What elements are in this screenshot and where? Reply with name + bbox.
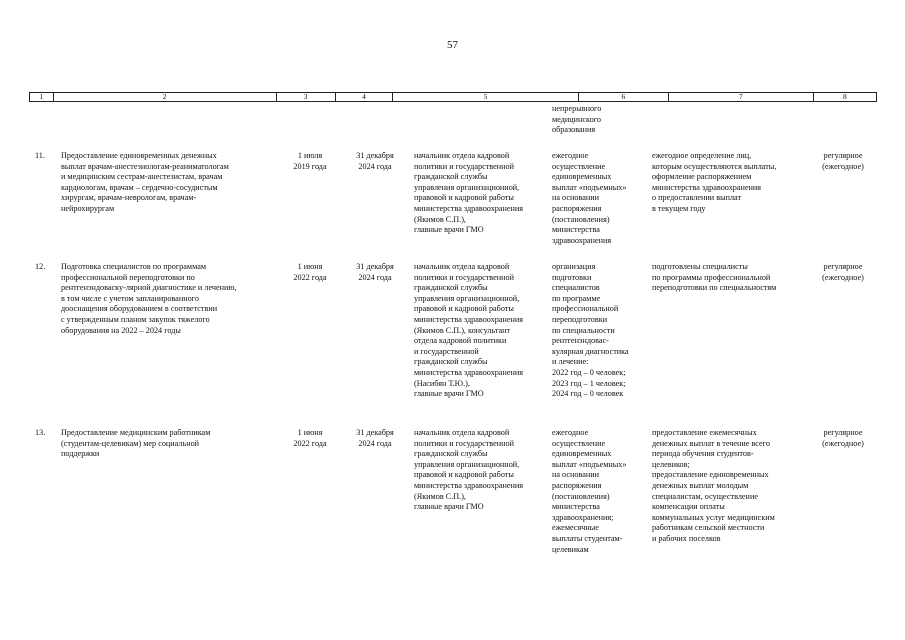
row-11-end-date: 31 декабря 2024 года (356, 151, 394, 171)
row-11-periodicity: регулярное (ежегодное) (822, 151, 864, 171)
row-12-number: 12. (35, 262, 46, 271)
column-header-2: 2 (54, 93, 277, 101)
column-header-1: 1 (30, 93, 54, 101)
row-13-periodicity: регулярное (ежегодное) (822, 428, 864, 448)
column-header-3: 3 (277, 93, 336, 101)
column-header-5: 5 (393, 93, 578, 101)
column-header-7: 7 (669, 93, 814, 101)
row-12-end-date: 31 декабря 2024 года (356, 262, 394, 282)
row-13-end-date: 31 декабря 2024 года (356, 428, 394, 448)
row-13-start-date: 1 июня 2022 года (293, 428, 327, 448)
column-header-4: 4 (336, 93, 394, 101)
row-12-responsible: начальник отдела кадровой политики и государственной гражданской службы управления организационной, правовой и кадровой работы министерства здравоохранения (Якимов С.П.), консультант отдела кадровой политики и государственной гражданской службы министерства здравоохранения (Насибян Т.Ю.), главные врачи ГМО (414, 262, 524, 399)
column-header-8: 8 (842, 92, 847, 101)
row-12-result: организация подготовки специалистов по программе профессиональной переподготовки по специальности рентгенэндовас- кулярная диагностика и лечение: 2022 год – 0 человек; 2023 год – 1 человек; 2024 год – 0 человек (552, 262, 629, 399)
row-13-result: ежегодное осуществление единовременных выплат «подъемных» на основании распоряжения (постановления) министерства здравоохранения; ежемесячные выплаты студентам- целевикам (552, 428, 627, 554)
row-11-responsible: начальник отдела кадровой политики и государственной гражданской службы управления организационной, правовой и кадровой работы министерства здравоохранения (Якимов С.П.), главные врачи ГМО (414, 151, 524, 235)
row-11-result: ежегодное осуществление единовременных выплат «подъемных» на основании распоряжения (постановления) министерства здравоохранения (552, 151, 627, 245)
column-header-row (29, 92, 877, 102)
row-11-measure: Предоставление единовременных денежных выплат врачам-анестезиологам-реаниматологам и медицинским сестрам-анестезистам, врачам кардиологам, врачам – сердечно-сосудистым хирургам, врачам-неврологам, врачам- нейрохирургам (61, 151, 229, 213)
row-12-indicator: подготовлены специалисты по программы профессиональной переподготовки по специальностям (652, 262, 777, 293)
continuation-result-text: непрерывного медицинского образования (552, 104, 602, 135)
page-number: 57 (447, 39, 458, 51)
row-12-start-date: 1 июня 2022 года (293, 262, 327, 282)
row-13-measure: Предоставление медицинским работникам (студентам-целевикам) мер социальной поддержки (61, 428, 211, 459)
row-12-measure: Подготовка специалистов по программам профессиональной переподготовки по рентгенэндоваску-лярной диагностике и лечению, в том числе с учетом запланированного дооснащения оборудованием в соответствии с утвержденным планом закупок тяжелого оборудования на 2022 – 2024 годы (61, 262, 237, 335)
row-11-indicator: ежегодное определение лиц, которым осуществляются выплаты, оформление распоряжением министерства здравоохранения о предоставлении выплат в текущем году (652, 151, 777, 213)
row-11-start-date: 1 июля 2019 года (293, 151, 327, 171)
row-13-responsible: начальник отдела кадровой политики и государственной гражданской службы управления организационной, правовой и кадровой работы министерства здравоохранения (Якимов С.П.), главные врачи ГМО (414, 428, 524, 512)
row-13-number: 13. (35, 428, 46, 437)
row-12-periodicity: регулярное (ежегодное) (822, 262, 864, 282)
column-header-6: 6 (579, 93, 669, 101)
row-11-number: 11. (35, 151, 45, 160)
row-13-indicator: предоставление ежемесячных денежных выплат в течение всего периода обучения студентов- целевиков; предоставление единовременных денежных выплат молодым специалистам, осуществление компенсации оплаты коммунальных услуг медицинским работникам сельской местности и рабочих поселков (652, 428, 775, 543)
